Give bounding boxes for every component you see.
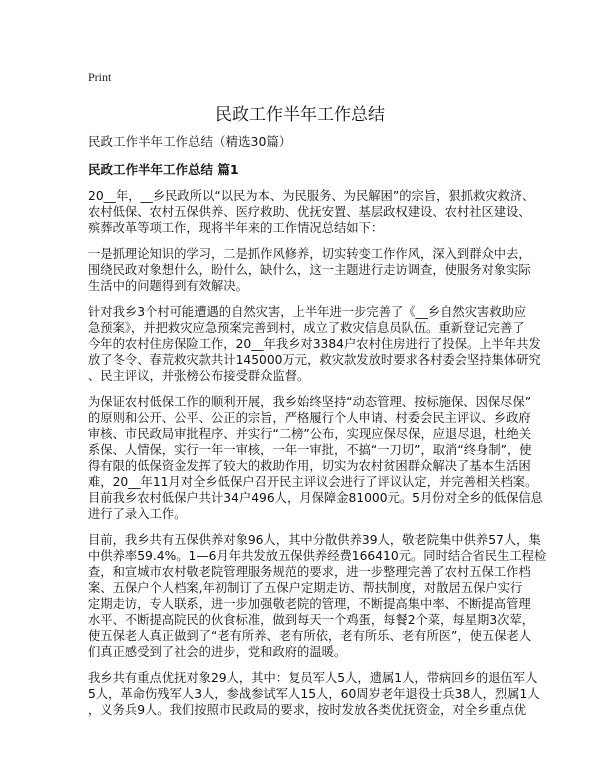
paragraph-line: 放了冬令、春荒救灾款共计145000万元，救灾款发放时要求各村委会坚持集体研究 — [88, 352, 541, 367]
paragraph-line: 目前我乡农村低保户共计34户496人，月保障金81000元。5月份对全乡的低保信息 — [88, 491, 543, 506]
document-body — [88, 188, 547, 728]
paragraph-line: 、民主评议，并张榜公布接受群众监督。 — [88, 368, 310, 383]
paragraph-line: 进行了录入工作。 — [88, 507, 187, 522]
paragraph-line: 水平、不断提高院民的伙食标准，做到每天一个鸡蛋，每餐2个菜，每星期3次荤， — [88, 613, 535, 628]
paragraph-line: 今年的农村住房保险工作，20__年我乡对3384户农村住房进行了投保。上半年共发 — [88, 336, 541, 351]
document-subtitle: 民政工作半年工作总结（精选30篇） — [88, 134, 292, 149]
paragraph-line: 殡葬改革等项工作，现将半年来的工作情况总结如下： — [88, 221, 384, 236]
paragraph-line: 审核、市民政局审批程序、并实行“二榜”公布，实现应保尽保，应退尽退，杜绝关 — [88, 426, 532, 441]
paragraph-line: ，义务兵9人。我们按照市民政局的要求，按时发放各类优抚资金，对全乡重点优 — [88, 703, 527, 718]
paragraph-line: 难，20__年11月对全乡低保户召开民主评议会进行了评议认定，并完善相关档案。 — [88, 475, 538, 489]
paragraph-line: 查，和宣城市农村敬老院管理服务规范的要求，进一步整理完善了农村五保工作档 — [88, 564, 531, 579]
paragraph-line: 我乡共有重点优抚对象29人，其中：复员军人5人，遗属1人，带病回乡的退伍军人 — [88, 671, 538, 686]
paragraph-line: 农村低保、农村五保供养、医疗救助、优抚安置、基层政权建设、农村社区建设、 — [88, 205, 531, 220]
paragraph — [88, 188, 535, 236]
paragraph-line: 围绕民政对象想什么，盼什么，缺什么，这一主题进行走访调查，使服务对象实际 — [88, 262, 531, 277]
paragraph-line: 得有限的低保资金发挥了较大的救助作用，切实为农村贫困群众解决了基本生活困 — [88, 458, 531, 473]
paragraph-line: 系保、人情保，实行一年一审核，一年一审批，不搞“一刀切”，取消“终身制”，使 — [88, 442, 532, 457]
paragraph — [88, 246, 531, 294]
paragraph-line: 生活中的问题得到有效解决。 — [88, 278, 248, 293]
paragraph — [88, 304, 541, 384]
paragraph-line: 中供养率59.4%。1—6月年共发放五保供养经费166410元。同时结合省民生工程检 — [88, 548, 547, 563]
paragraph-line: 一是抓理论知识的学习，二是抓作风修养，切实转变工作作风，深入到群众中去， — [88, 246, 531, 261]
paragraph — [88, 394, 543, 523]
paragraph-line: 目前，我乡共有五保供养对象96人，其中分散供养39人，敬老院集中供养57人，集 — [88, 532, 541, 547]
paragraph-line: 的原则和公开、公平、公正的宗旨，严格履行个人申请、村委会民主评议、乡政府 — [88, 410, 531, 425]
document-title: 民政工作半年工作总结 — [215, 105, 385, 125]
paragraph-line: 5人，革命伤残军人3人，参战参试军人15人，60周岁老年退役士兵38人，烈属1人 — [88, 687, 540, 702]
paragraph-line: 案、五保户个人档案,年初制订了五保户定期走访、帮扶制度，对散居五保户实行 — [88, 581, 523, 596]
paragraph-line: 定期走访，专人联系，进一步加强敬老院的管理，不断提高集中率、不断提高管理 — [88, 597, 531, 612]
paragraph-line: 使五保老人真正做到了“老有所养、老有所依，老有所乐、老有所医”，使五保老人 — [88, 629, 532, 644]
paragraph-line: 20__年，__乡民政所以“以民为本、为民服务、为民解困”的宗旨，狠抓救灾救济、 — [88, 189, 535, 203]
paragraph-line: 急预案》，并把救灾应急预案完善到村，成立了救灾信息员队伍。重新登记完善了 — [88, 320, 525, 335]
paragraph-line: 们真正感受到了社会的进步，党和政府的温暖。 — [88, 645, 347, 660]
paragraph-line: 为保证农村低保工作的顺利开展，我乡始终坚持“动态管理、按标施保、因保尽保” — [88, 394, 532, 409]
print-label: Print — [88, 70, 112, 84]
section-heading: 民政工作半年工作总结 篇1 — [88, 162, 239, 177]
paragraph-line: 针对我乡3个村可能遭遇的自然灾害，上半年进一步完善了《__乡自然灾害救助应 — [88, 304, 527, 319]
paragraph — [88, 532, 547, 661]
paragraph — [88, 670, 540, 718]
